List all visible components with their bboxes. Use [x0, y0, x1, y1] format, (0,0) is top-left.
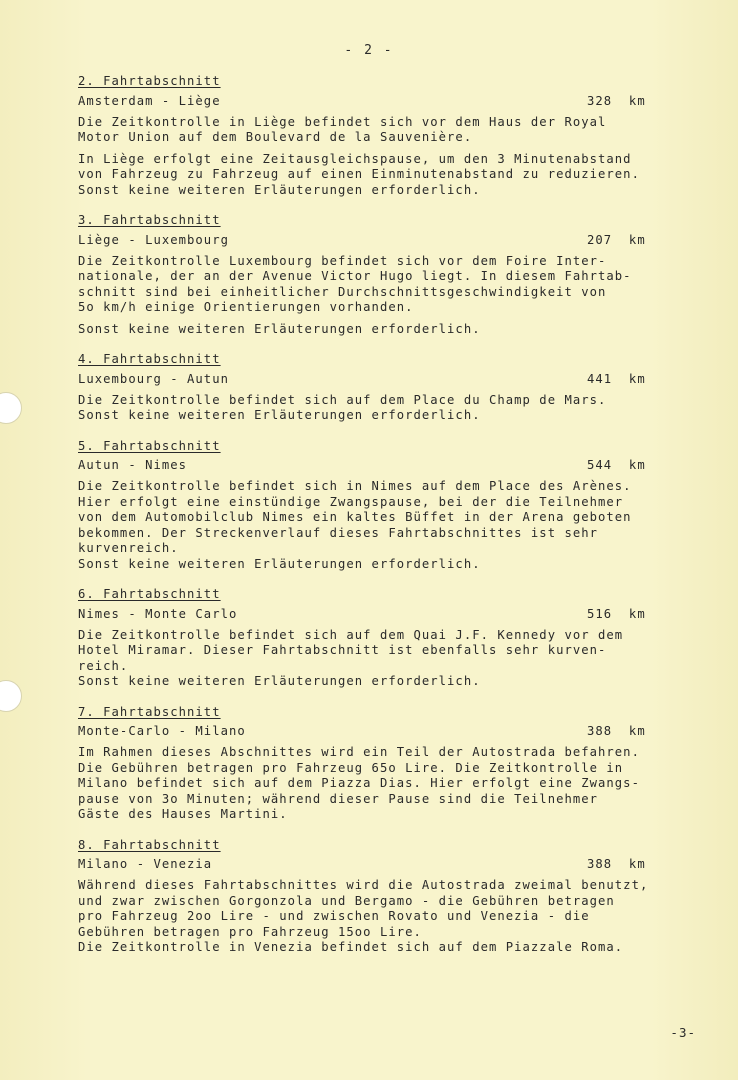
section-heading: 7. Fahrtabschnitt — [78, 704, 221, 719]
section-heading: 6. Fahrtabschnitt — [78, 587, 221, 601]
route-name: Autun - Nimes — [78, 458, 188, 472]
route-distance: 388 km — [587, 724, 646, 738]
route-name: Luxembourg - Autun — [78, 371, 229, 386]
route-name: Amsterdam - Liège — [78, 93, 221, 108]
route-line — [78, 857, 723, 873]
document-body — [78, 74, 723, 971]
route-line — [78, 94, 723, 110]
section-2 — [78, 74, 723, 198]
paragraph: Die Zeitkontrolle befindet sich auf dem Quai J.F. Kennedy vor dem Hotel Miramar. Dieser Fahrtabschnitt ist ebenfalls sehr kurven- reich. Sonst keine weiteren Erläuterungen erforderlich. — [78, 627, 624, 688]
route-name: Nimes - Monte Carlo — [78, 606, 238, 621]
route-line — [78, 724, 723, 740]
next-page-marker: -3- — [670, 1025, 696, 1040]
page-number: - 2 - — [344, 43, 394, 58]
paragraph: Die Zeitkontrolle befindet sich auf dem Place du Champ de Mars. Sonst keine weiteren Erläuterungen erforderlich. — [78, 392, 607, 422]
section-5 — [78, 439, 723, 573]
paragraph: Die Zeitkontrolle befindet sich in Nimes auf dem Place des Arènes. Hier erfolgt eine einstündige Zwangspause, bei der die Teilnehmer von dem Automobilclub Nimes ein kaltes Büffet in der Arena geboten bekommen. Der Streckenverlauf dieses Fahrtabschnittes ist sehr kurvenreich. Sonst keine weiteren Erläuterungen erforderlich. — [78, 479, 632, 571]
section-3 — [78, 213, 723, 337]
paragraph: Während dieses Fahrtabschnittes wird die Autostrada zweimal benutzt, und zwar zwischen Gorgonzola und Bergamo - die Gebühren betragen pro Fahrzeug 2oo Lire - und zwischen Rovato und Venezia - die Gebühren betragen pro Fahrzeug 15oo Lire. Die Zeitkontrolle in Venezia befindet sich auf dem Piazzale Roma. — [78, 878, 649, 954]
route-distance: 328 km — [587, 93, 646, 108]
route-distance: 516 km — [587, 606, 646, 621]
paragraph: In Liège erfolgt eine Zeitausgleichspause, um den 3 Minutenabstand von Fahrzeug zu Fahrzeug auf einen Einminutenabstand zu reduzieren. Sonst keine weiteren Erläuterungen erforderlich. — [78, 151, 640, 197]
route-name: Milano - Venezia — [78, 857, 213, 871]
punch-hole — [0, 392, 22, 424]
route-distance: 388 km — [587, 857, 646, 871]
route-line — [78, 233, 723, 249]
section-8 — [78, 838, 723, 956]
route-line — [78, 372, 723, 388]
section-heading: 4. Fahrtabschnitt — [78, 352, 221, 366]
route-name: Monte-Carlo - Milano — [78, 724, 246, 738]
paragraph: Die Zeitkontrolle Luxembourg befindet sich vor dem Foire Inter- nationale, der an der Avenue Victor Hugo liegt. In diesem Fahrtab- schnitt sind bei einheitlicher Durchschnittsgeschwindigkeit von 5o km/h einige Orientierungen vorhanden. — [78, 253, 632, 314]
section-7 — [78, 705, 723, 823]
paragraph: Im Rahmen dieses Abschnittes wird ein Teil der Autostrada befahren. Die Gebühren betragen pro Fahrzeug 65o Lire. Die Zeitkontrolle in Milano befindet sich auf dem Piazza Dias. Hier erfolgt eine Zwangs- pause von 3o Minuten; während dieser Pause sind die Teilnehmer Gäste des Hauses Martini. — [78, 745, 640, 821]
route-distance: 544 km — [587, 458, 646, 472]
route-name: Liège - Luxembourg — [78, 232, 229, 247]
route-distance: 441 km — [587, 371, 646, 386]
section-heading: 5. Fahrtabschnitt — [78, 438, 221, 453]
section-6 — [78, 587, 723, 690]
route-distance: 207 km — [587, 232, 646, 247]
punch-hole — [0, 680, 22, 712]
route-line — [78, 607, 723, 623]
paragraph: Die Zeitkontrolle in Liège befindet sich vor dem Haus der Royal Motor Union auf dem Boulevard de la Sauvenière. — [78, 114, 607, 144]
paragraph: Sonst keine weiteren Erläuterungen erforderlich. — [78, 321, 481, 336]
section-heading: 2. Fahrtabschnitt — [78, 74, 221, 88]
section-heading: 3. Fahrtabschnitt — [78, 213, 221, 227]
section-heading: 8. Fahrtabschnitt — [78, 837, 221, 852]
route-line — [78, 458, 723, 474]
section-4 — [78, 352, 723, 424]
